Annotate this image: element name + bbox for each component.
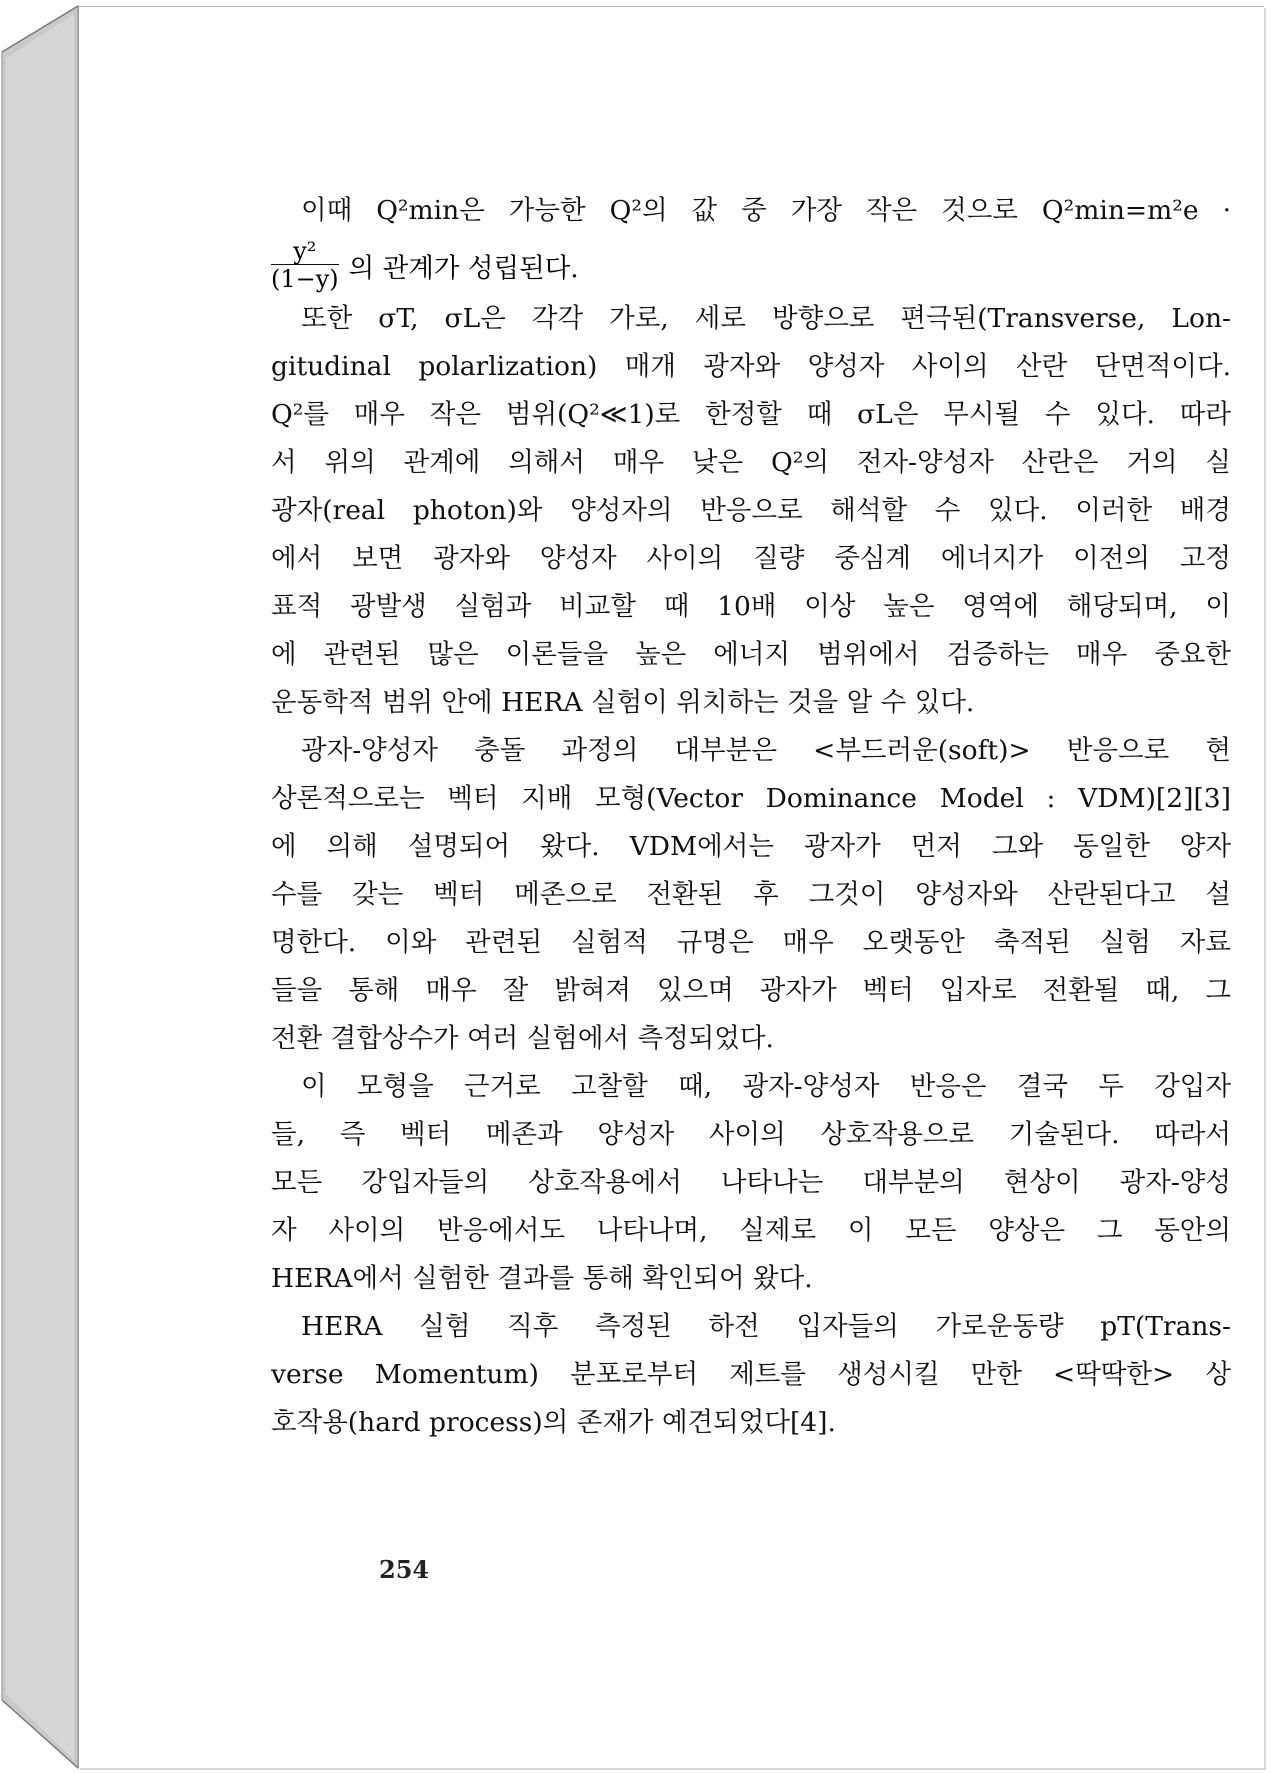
text-line: 에서 보면 광자와 양성자 사이의 질량 중심계 에너지가 이전의 고정 — [271, 543, 1231, 574]
text-line: 이때 Q²min은 가능한 Q²의 값 중 가장 작은 것으로 Q²min=m²e · — [301, 195, 1231, 226]
fraction-numerator: y² — [271, 238, 339, 265]
page-number: 254 — [379, 1555, 430, 1584]
text-line: 이 모형을 근거로 고찰할 때, 광자-양성자 반응은 결국 두 강입자 — [301, 1071, 1231, 1102]
text-line: 들, 즉 벡터 메존과 양성자 사이의 상호작용으로 기술된다. 따라서 — [271, 1119, 1231, 1150]
text-line: 명한다. 이와 관련된 실험적 규명은 매우 오랫동안 축적된 실험 자료 — [271, 927, 1231, 958]
text-line: 광자(real photon)와 양성자의 반응으로 해석할 수 있다. 이러한 배경 — [271, 495, 1231, 526]
book-page — [78, 6, 1264, 1768]
body-text — [271, 187, 1231, 1447]
formula-tail-text: 의 관계가 성립된다. — [348, 252, 579, 284]
text-line: 전환 결합상수가 여러 실험에서 측정되었다. — [271, 1023, 774, 1054]
text-line: 자 사이의 반응에서도 나타나며, 실제로 이 모든 양상은 그 동안의 — [271, 1215, 1231, 1246]
formula-line — [271, 235, 1231, 295]
text-line: Q²를 매우 작은 범위(Q²≪1)로 한정할 때 σL은 무시될 수 있다. 따라 — [271, 399, 1231, 430]
fraction-denominator: (1−y) — [271, 264, 339, 293]
text-line: 호작용(hard process)의 존재가 예견되었다[4]. — [271, 1407, 836, 1438]
text-line: HERA에서 실험한 결과를 통해 확인되어 왔다. — [271, 1263, 813, 1294]
text-line: 수를 갖는 벡터 메존으로 전환된 후 그것이 양성자와 산란된다고 설 — [271, 879, 1231, 910]
text-line: 광자-양성자 충돌 과정의 대부분은 <부드러운(soft)> 반응으로 현 — [301, 735, 1231, 766]
text-line: verse Momentum) 분포로부터 제트를 생성시킬 만한 <딱딱한> 상 — [271, 1359, 1231, 1390]
text-line: 에 의해 설명되어 왔다. VDM에서는 광자가 먼저 그와 동일한 양자 — [271, 831, 1231, 862]
text-line: 서 위의 관계에 의해서 매우 낮은 Q²의 전자-양성자 산란은 거의 실 — [271, 447, 1231, 478]
text-line: 상론적으로는 벡터 지배 모형(Vector Dominance Model : VDM)[2][3] — [271, 783, 1231, 814]
fraction — [271, 238, 339, 293]
text-line: 운동학적 범위 안에 HERA 실험이 위치하는 것을 알 수 있다. — [271, 687, 975, 718]
text-line: gitudinal polarlization) 매개 광자와 양성자 사이의 산란 단면적이다. — [271, 351, 1231, 382]
text-line: 모든 강입자들의 상호작용에서 나타나는 대부분의 현상이 광자-양성 — [271, 1167, 1231, 1198]
text-line: 에 관련된 많은 이론들을 높은 에너지 범위에서 검증하는 매우 중요한 — [271, 639, 1231, 670]
text-line: HERA 실험 직후 측정된 하전 입자들의 가로운동량 pT(Trans- — [301, 1311, 1231, 1342]
text-line: 또한 σT, σL은 각각 가로, 세로 방향으로 편극된(Transverse, Lon- — [301, 303, 1231, 334]
text-line: 표적 광발생 실험과 비교할 때 10배 이상 높은 영역에 해당되며, 이 — [271, 591, 1231, 622]
text-line: 들을 통해 매우 잘 밝혀져 있으며 광자가 벡터 입자로 전환될 때, 그 — [271, 975, 1231, 1006]
